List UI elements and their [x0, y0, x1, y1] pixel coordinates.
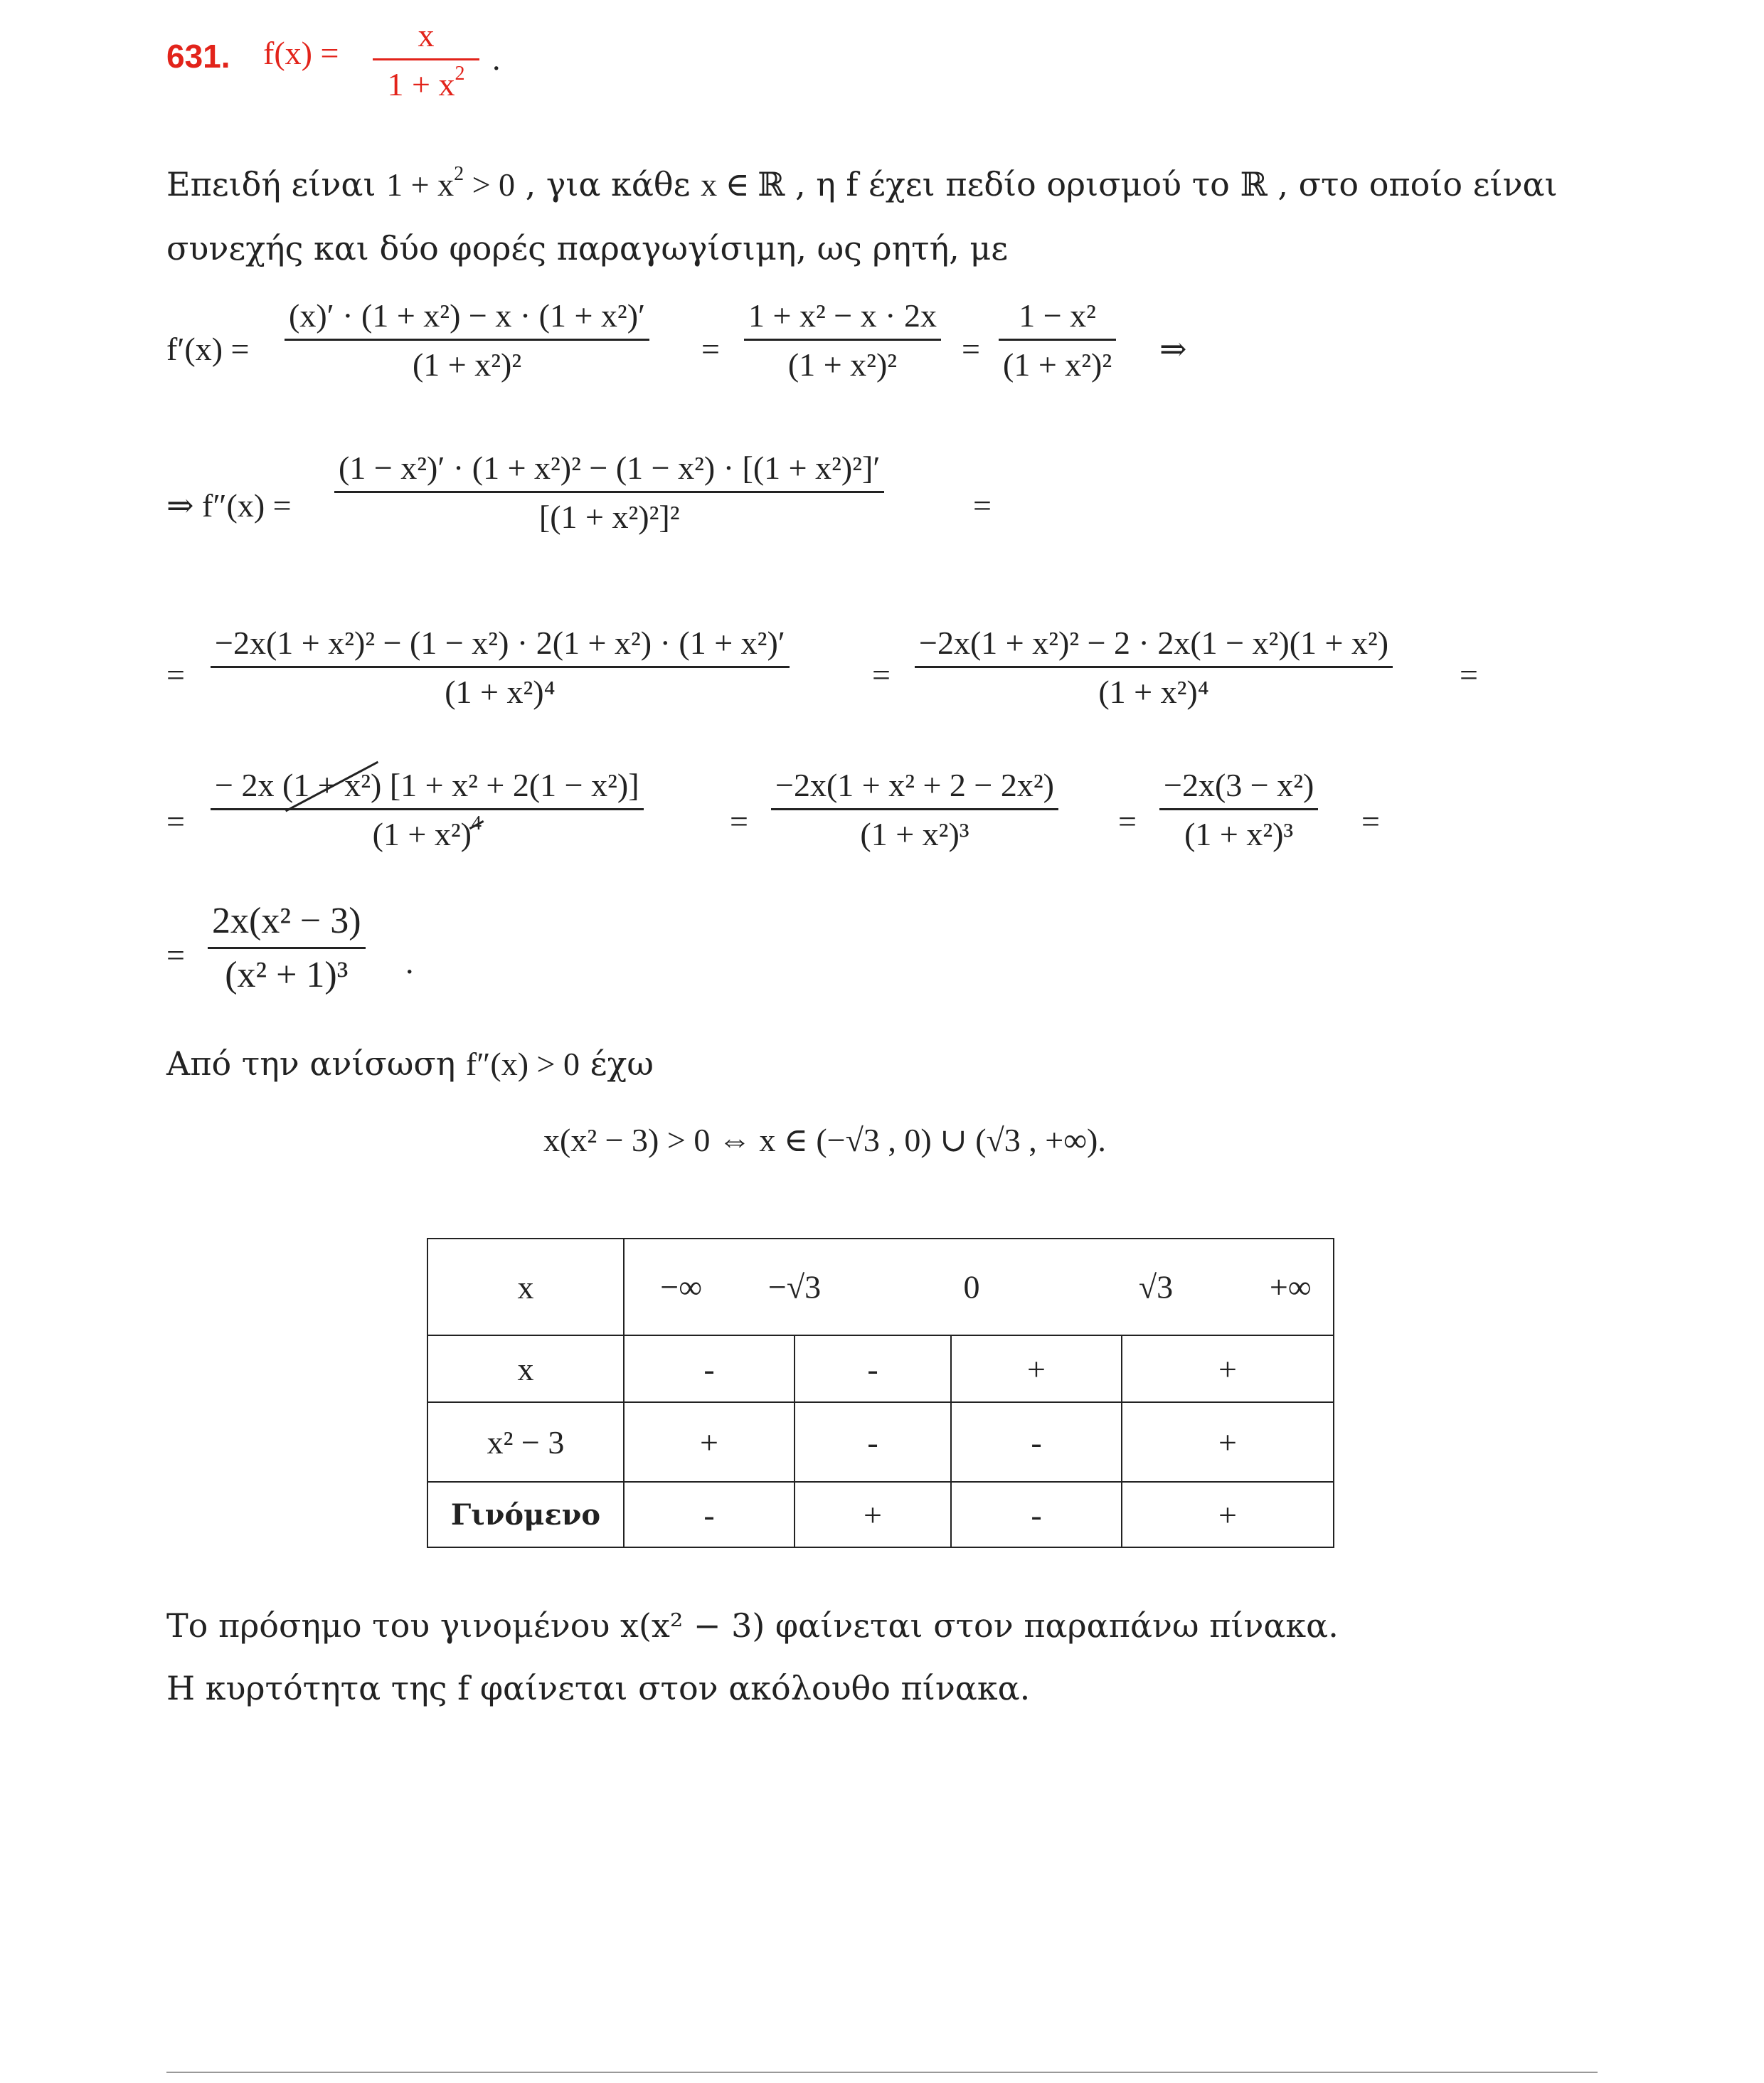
- eq4-fraction-2: [771, 768, 1058, 852]
- fraction-bar: [285, 339, 649, 341]
- fraction-bar: [999, 339, 1116, 341]
- problem-header: [166, 17, 593, 107]
- fraction-bar: [211, 666, 790, 668]
- problem-dot: .: [492, 41, 501, 77]
- sign-table: [427, 1238, 1334, 1548]
- sign-cell: -: [951, 1402, 1122, 1482]
- sign-cell: -: [624, 1335, 795, 1402]
- equals-sign: =: [701, 331, 720, 367]
- fraction-numerator: (1 − x²)′ · (1 + x²)² − (1 − x²) · [(1 + x²)²]′: [339, 450, 881, 486]
- text-segment: , για κάθε: [525, 165, 691, 203]
- text-segment: Επειδή είναι: [166, 165, 376, 203]
- problem-number: 631.: [166, 38, 230, 75]
- fraction-numerator: −2x(1 + x² + 2 − 2x²): [775, 767, 1054, 803]
- equation-dot: .: [405, 944, 414, 980]
- row-label: Γινόμενο: [427, 1482, 624, 1547]
- fraction-denominator: (1 + x²)²: [1003, 346, 1112, 383]
- equals-sign: =: [1361, 803, 1380, 839]
- paragraph-convexity-note: Η κυρτότητα της f φαίνεται στον ακόλουθο πίνακα.: [166, 1669, 1031, 1707]
- sign-table-row-product: [427, 1482, 1334, 1547]
- point-zero: 0: [963, 1268, 980, 1305]
- equals-sign: =: [973, 487, 992, 524]
- text-segment: , η f έχει πεδίο ορισμού το: [795, 165, 1230, 203]
- sign-table-header-row: [427, 1239, 1334, 1335]
- sign-cell: +: [1122, 1402, 1334, 1482]
- sign-cell: +: [795, 1482, 951, 1547]
- point-sqrt3: √3: [1138, 1268, 1174, 1305]
- function-denominator: $1 + x^2$: [387, 63, 465, 103]
- equals-sign: =: [872, 657, 891, 693]
- fraction-bar: [1159, 808, 1318, 810]
- math-inline-2: x ∈ ℝ: [701, 166, 785, 203]
- paragraph-sign-note: Το πρόσημο του γινομένου x(x² − 3) φαίνεται στον παραπάνω πίνακα.: [166, 1606, 1339, 1645]
- point-neg-sqrt3: −√3: [767, 1268, 822, 1305]
- equals-sign: =: [1118, 803, 1137, 839]
- numerator-part: [1 + x² + 2(1 − x²)]: [389, 767, 639, 803]
- sign-table-header-points: [624, 1239, 1334, 1335]
- equation-simplification: [166, 768, 1447, 882]
- fraction-numerator: −2x(1 + x²)² − 2 · 2x(1 − x²)(1 + x²): [919, 625, 1389, 661]
- math-inline-1: $1 + x^2 > 0$: [386, 163, 516, 203]
- cancelled-factor: (1 + x²): [282, 767, 382, 803]
- function-definition-fraction: [373, 18, 479, 102]
- paragraph-domain-line1: [166, 163, 1558, 203]
- eq5-fraction: [208, 902, 366, 995]
- inequality-solution: x(x² − 3) > 0 ⇔ x ∈ (−√3 , 0) ∪ (√3 , +∞).: [543, 1122, 1106, 1158]
- fraction-numerator: 1 + x² − x · 2x: [748, 297, 937, 334]
- equation-first-derivative: [166, 299, 1233, 406]
- row-label: x: [427, 1335, 624, 1402]
- equation-result: [166, 902, 593, 1016]
- fraction-bar: [915, 666, 1393, 668]
- eq4-fraction-1: [211, 768, 644, 852]
- fraction-denominator: (1 + x²)⁴: [1098, 674, 1209, 711]
- sign-cell: +: [1122, 1335, 1334, 1402]
- fraction-numerator: [211, 768, 644, 802]
- fraction-denominator: (1 + x²)²: [787, 346, 898, 383]
- text-segment: Από την ανίσωση: [166, 1044, 456, 1083]
- sign-cell: +: [624, 1402, 795, 1482]
- sign-table-row-x: [427, 1335, 1334, 1402]
- sign-table-header-label: x: [427, 1239, 624, 1335]
- eq1-lhs: f′(x) =: [166, 331, 250, 367]
- fraction-numerator: −2x(3 − x²): [1164, 767, 1314, 803]
- numerator-part: − 2x: [215, 767, 275, 803]
- eq3-fraction-1: [211, 626, 790, 710]
- fraction-numerator: 2x(x² − 3): [212, 901, 361, 941]
- sign-cell: -: [624, 1482, 795, 1547]
- fraction-bar: [373, 58, 479, 60]
- equals-sign: =: [730, 803, 748, 839]
- sign-cell: -: [951, 1482, 1122, 1547]
- eq4-fraction-3: [1159, 768, 1318, 852]
- equation-expansion: [166, 626, 1518, 733]
- fraction-denominator: (1 + x²)²: [412, 346, 522, 383]
- text-segment: , στο οποίο είναι: [1277, 165, 1558, 203]
- fraction-denominator: (x² + 1)³: [225, 954, 349, 995]
- fraction-bar: [744, 339, 941, 341]
- equals-sign: =: [1460, 657, 1478, 693]
- sign-table-row-x2-minus-3: [427, 1402, 1334, 1482]
- math-inline: f″(x) > 0: [465, 1046, 580, 1082]
- eq3-fraction-2: [915, 626, 1393, 710]
- fraction-numerator: (x)′ · (1 + x²) − x · (1 + x²)′: [289, 297, 646, 334]
- sign-cell: +: [951, 1335, 1122, 1402]
- eq1-fraction-1: [285, 299, 649, 383]
- footer-divider: [166, 2072, 1598, 2073]
- fraction-denominator: (1 + x²)³: [860, 816, 969, 853]
- eq1-fraction-2: [744, 299, 941, 383]
- fraction-numerator: −2x(1 + x²)² − (1 − x²) · 2(1 + x²) · (1 + x²)′: [215, 625, 785, 661]
- fraction-bar: [771, 808, 1058, 810]
- fraction-numerator: 1 − x²: [1019, 297, 1096, 334]
- fraction-denominator: (1 + x²)³: [1184, 816, 1294, 853]
- equals-sign: =: [962, 331, 980, 367]
- sign-cell: +: [1122, 1482, 1334, 1547]
- equals-sign: =: [166, 803, 185, 839]
- equation-second-derivative: [166, 441, 1091, 583]
- point-pos-infinity: +∞: [1269, 1268, 1312, 1305]
- fraction-denominator: [(1 + x²)²]²: [538, 499, 680, 536]
- paragraph-domain-line2: συνεχής και δύο φορές παραγωγίσιμη, ως ρητή, με: [166, 229, 1009, 267]
- sign-cell: -: [795, 1402, 951, 1482]
- eq2-lhs: ⇒ f″(x) =: [166, 487, 292, 524]
- fraction-denominator: (1 + x²)⁴: [445, 674, 556, 711]
- fraction-bar: [334, 491, 884, 493]
- function-definition-lhs: f(x) =: [263, 35, 339, 71]
- fraction-bar: [208, 947, 366, 949]
- row-label: x² − 3: [427, 1402, 624, 1482]
- text-segment: έχω: [590, 1044, 654, 1083]
- sign-cell: -: [795, 1335, 951, 1402]
- function-numerator: x: [418, 17, 435, 53]
- fraction-bar: [211, 808, 644, 810]
- equals-sign: =: [166, 657, 185, 693]
- math-inline-3: ℝ: [1240, 166, 1268, 203]
- paragraph-inequality: [166, 1044, 654, 1083]
- eq1-fraction-3: [999, 299, 1116, 383]
- equals-sign: =: [166, 937, 185, 973]
- eq2-fraction: [334, 451, 884, 535]
- implies-arrow: ⇒: [1159, 331, 1187, 367]
- point-neg-infinity: −∞: [660, 1268, 703, 1305]
- fraction-denominator: $(1 + x^2)^4$: [372, 812, 482, 853]
